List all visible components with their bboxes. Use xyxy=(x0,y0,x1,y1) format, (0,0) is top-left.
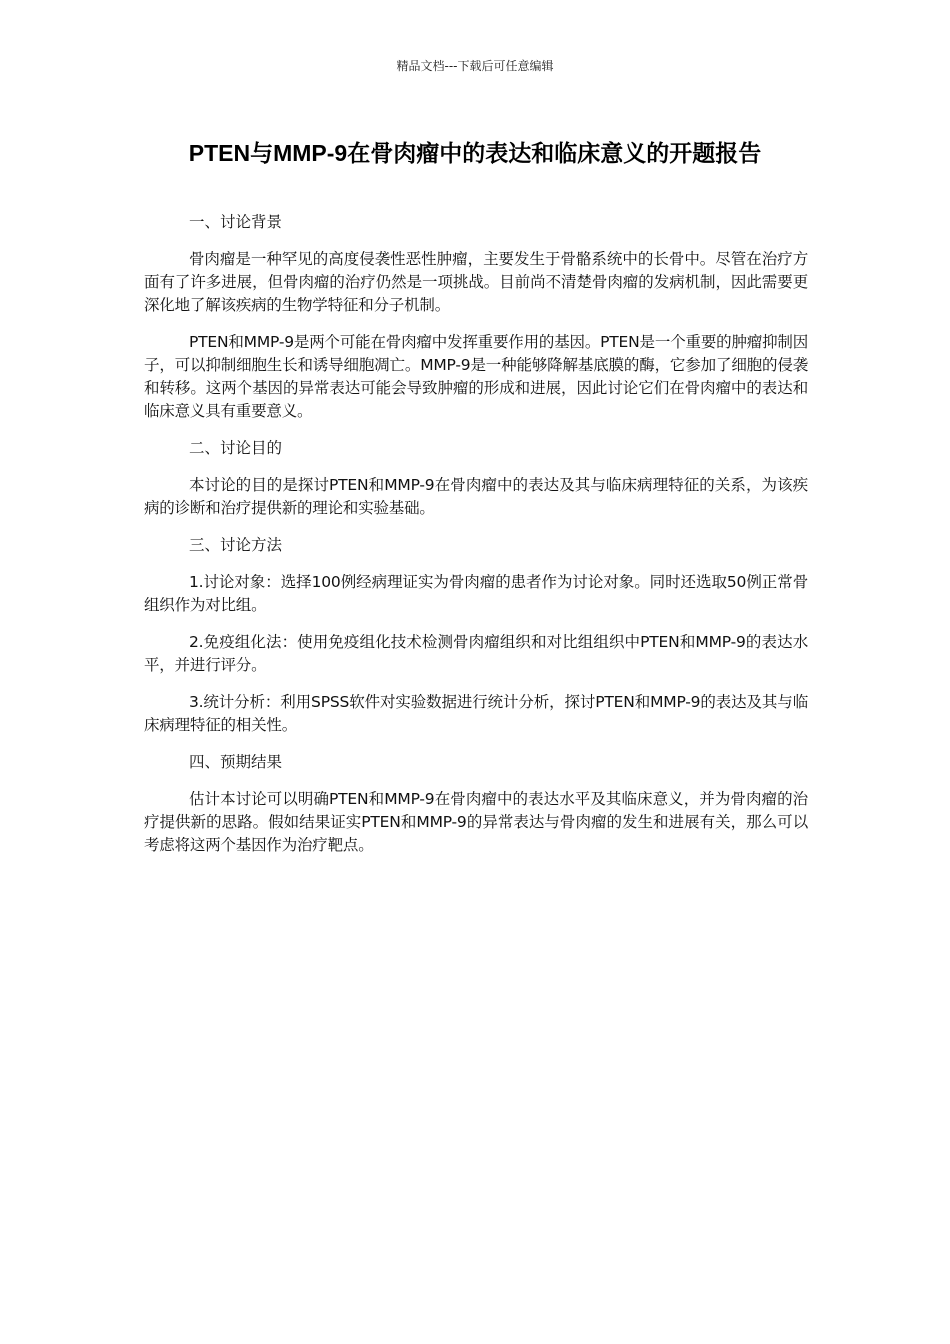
document-body xyxy=(144,211,808,871)
section-heading-expected-results: 四、预期结果 xyxy=(188,753,282,771)
paragraph-purpose-1: 本讨论的目的是探讨PTEN和MMP-9在骨肉瘤中的表达及其与临床病理特征的关系，为该疾病的诊断和治疗提供新的理论和实验基础。 xyxy=(144,476,808,517)
paragraph-methods-1: 1.讨论对象：选择100例经病理证实为骨肉瘤的患者作为讨论对象。同时还选取50例正常骨组织作为对比组。 xyxy=(144,573,808,614)
paragraph-methods-2: 2.免疫组化法：使用免疫组化技术检测骨肉瘤组织和对比组组织中PTEN和MMP-9的表达水平，并进行评分。 xyxy=(144,633,808,674)
document-title: PTEN与MMP-9在骨肉瘤中的表达和临床意义的开题报告 xyxy=(188,140,762,166)
page-header: 精品文档---下载后可任意编辑 xyxy=(396,59,554,73)
section-heading-purpose: 二、讨论目的 xyxy=(188,439,282,457)
paragraph-background-1: 骨肉瘤是一种罕见的高度侵袭性恶性肿瘤，主要发生于骨骼系统中的长骨中。尽管在治疗方面有了许多进展，但骨肉瘤的治疗仍然是一项挑战。目前尚不清楚骨肉瘤的发病机制，因此需要更深化地了解该疾病的生物学特征和分子机制。 xyxy=(144,250,808,314)
paragraph-methods-3: 3.统计分析：利用SPSS软件对实验数据进行统计分析，探讨PTEN和MMP-9的表达及其与临床病理特征的相关性。 xyxy=(144,693,808,734)
section-heading-background: 一、讨论背景 xyxy=(188,213,282,231)
section-heading-methods: 三、讨论方法 xyxy=(188,536,282,554)
paragraph-expected-results-1: 估计本讨论可以明确PTEN和MMP-9在骨肉瘤中的表达水平及其临床意义，并为骨肉瘤的治疗提供新的思路。假如结果证实PTEN和MMP-9的异常表达与骨肉瘤的发生和进展有关，那么可以考虑将这两个基因作为治疗靶点。 xyxy=(144,790,808,854)
paragraph-background-2: PTEN和MMP-9是两个可能在骨肉瘤中发挥重要作用的基因。PTEN是一个重要的肿瘤抑制因子，可以抑制细胞生长和诱导细胞凋亡。MMP-9是一种能够降解基底膜的酶，它参加了细胞的侵袭和转移。这两个基因的异常表达可能会导致肿瘤的形成和进展，因此讨论它们在骨肉瘤中的表达和临床意义具有重要意义。 xyxy=(144,333,808,420)
